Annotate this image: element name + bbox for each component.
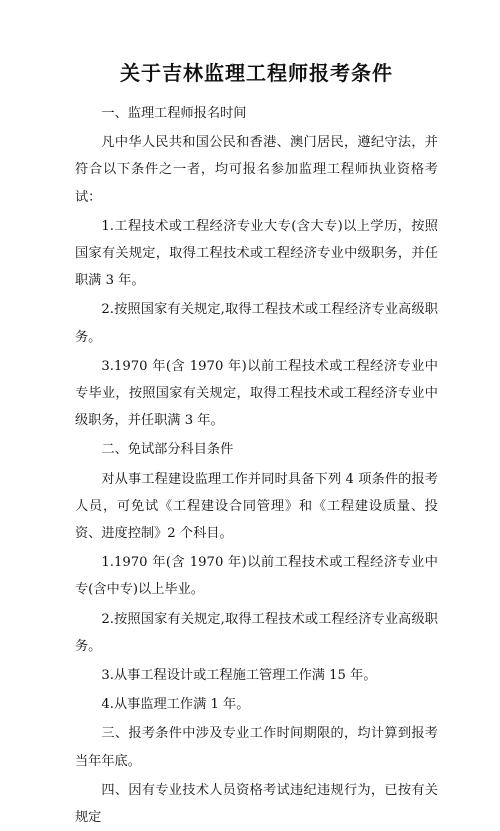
paragraph-condition-3: 3.1970 年(含 1970 年)以前工程技术或工程经济专业中专毕业，按照国家有关规定，取得工程技术或工程经济专业中级职务，并任职满 3 年。	[75, 358, 438, 429]
document-title: 关于吉林监理工程师报考条件	[120, 61, 393, 85]
paragraph-exemption-4: 4.从事监理工作满 1 年。	[101, 697, 250, 713]
paragraph-condition-2: 2.按照国家有关规定,取得工程技术或工程经济专业高级职务。	[75, 302, 438, 345]
paragraph-condition-1: 1.工程技术或工程经济专业大专(含大专)以上学历，按照国家有关规定，取得工程技术或工程经济专业中级职务，并任职满 3 年。	[75, 218, 438, 289]
paragraph-eligibility-intro: 凡中华人民共和国公民和香港、澳门居民，遵纪守法，并符合以下条件之一者，均可报名参加监理工程师执业资格考试：	[75, 135, 438, 205]
paragraph-exemption-2: 2.按照国家有关规定,取得工程技术或工程经济专业高级职务。	[75, 611, 438, 654]
paragraph-exemption-intro: 对从事工程建设监理工作并同时具备下列 4 项条件的报考人员，可免试《工程建设合同管理》和《工程建设质量、投资、进度控制》2 个科目。	[75, 471, 438, 542]
paragraph-exemption-3: 3.从事工程设计或工程施工管理工作满 15 年。	[101, 668, 377, 684]
section-heading-registration-time: 一、监理工程师报名时间	[101, 106, 247, 121]
paragraph-section-4: 四、因有专业技术人员资格考试违纪违规行为，已按有关规定	[75, 782, 438, 826]
paragraph-exemption-1: 1.1970 年(含 1970 年)以前工程技术或工程经济专业中专(含中专)以上毕业。	[75, 555, 438, 598]
paragraph-section-3: 三、报考条件中涉及专业工作时间期限的，均计算到报考当年年底。	[75, 726, 438, 769]
section-heading-exemption: 二、免试部分科目条件	[101, 442, 234, 458]
